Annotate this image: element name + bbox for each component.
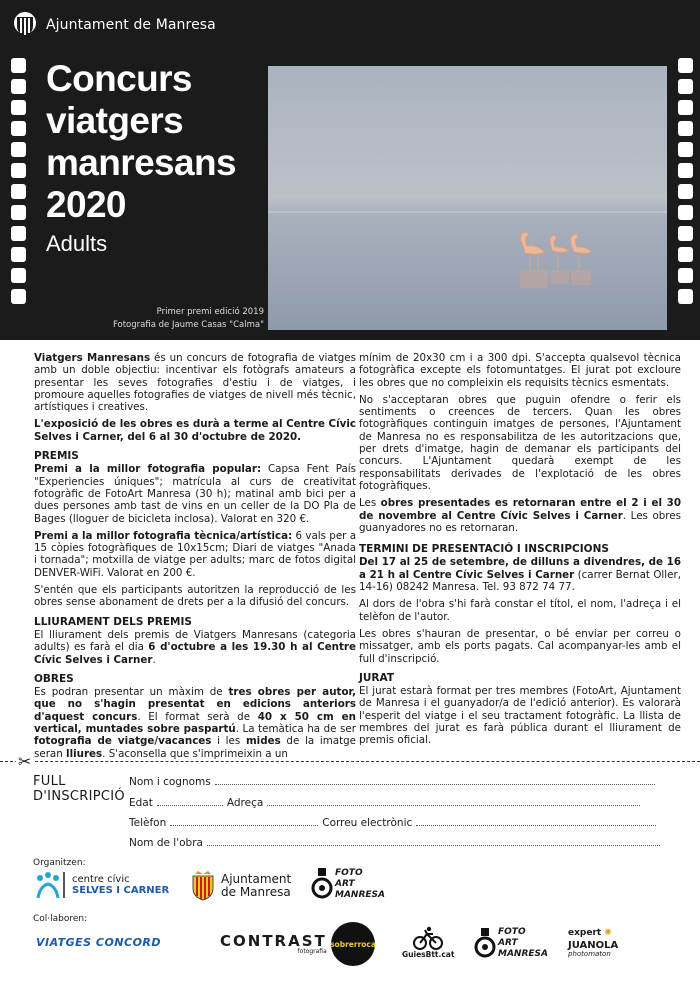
caption-line: Primer premi edició 2019	[156, 307, 264, 317]
text-fragment: (carrer Bernat Oller, 14-16) 08242 Manresa. Tel. 93 872 74 77.	[359, 568, 681, 594]
text-fragment: Del 17 al 25 de setembre, de dilluns a divendres, de 16 a 21 h al Centre Cívic Selves i Carner	[359, 556, 681, 581]
name-field[interactable]	[215, 775, 655, 785]
title-line: viatgers	[46, 100, 184, 141]
film-perforation	[11, 142, 26, 157]
logo-fotoart-2	[474, 926, 548, 960]
organizers-label: Organitzen:	[33, 858, 86, 868]
film-perforation	[678, 100, 693, 115]
film-perforation	[11, 121, 26, 136]
section-heading-premis: PREMIS	[34, 450, 79, 463]
film-perforation	[678, 289, 693, 304]
film-perforation	[678, 121, 693, 136]
intro-bold: Viatgers Manresans	[34, 352, 151, 364]
film-perforation	[678, 247, 693, 262]
film-perforations-right	[678, 58, 693, 304]
age-address-row	[129, 796, 644, 809]
age-field-label: Edat	[129, 797, 153, 809]
logo-text: sobrerroca	[330, 939, 376, 949]
section-heading-lliurament: LLIURAMENT DELS PREMIS	[34, 615, 192, 628]
film-perforation	[678, 142, 693, 157]
caption-line: Fotografia de Jaume Casas "Calma"	[112, 320, 264, 330]
cut-line	[0, 761, 700, 762]
envio-paragraph: Les obres s'hauran de presentar, o bé enviar per correu o missatger, amb els ports pagats. Cal acompanyar-les amb el full d'inscripció.	[359, 627, 681, 665]
film-perforation	[678, 58, 693, 73]
coat-of-arms-icon	[12, 10, 38, 40]
rights-paragraph: S'entén que els participants autoritzen la reproducció de les obres sense abonament de drets per a la difusió del concurs.	[34, 584, 356, 609]
address-field-label: Adreça	[226, 797, 264, 809]
obres-paragraph	[34, 686, 356, 760]
logo-text: expert	[568, 928, 602, 938]
left-column	[34, 352, 356, 765]
logo-fotoart	[311, 866, 385, 902]
text-fragment: de la imatge seran	[34, 735, 356, 760]
text-fragment: . El format serà de	[137, 710, 258, 723]
logo-juanola	[568, 928, 618, 958]
logo-text: MANRESA	[335, 889, 385, 900]
intro-paragraph	[34, 352, 356, 413]
name-field-row	[129, 775, 659, 788]
logo-contrast	[220, 932, 327, 955]
brand	[12, 9, 216, 41]
logo-text: CONTRAST	[220, 932, 327, 950]
film-perforation	[11, 79, 26, 94]
exhibition-paragraph	[34, 418, 356, 443]
logo-text: GuiesBtt.cat	[402, 950, 455, 959]
collaborators-label: Col·laboren:	[33, 914, 88, 924]
text-fragment: .	[152, 653, 156, 666]
film-perforation	[678, 205, 693, 220]
text-fragment: tres obres per autor, que no s'hagin presentat en edicions anteriors d'aquest concurs	[34, 686, 356, 723]
flamingos-photo	[268, 66, 667, 330]
camera-icon	[474, 926, 496, 960]
logo-sobrerroca	[331, 922, 375, 966]
page-title	[46, 58, 236, 226]
obres-continued: mínim de 20x30 cm i a 300 dpi. S'accepta qualsevol tècnica fotogràfica excepte els fotomuntatges. El jurat pot excloure les obres que no compleixin els requisits tècnics esmentats.	[359, 352, 681, 389]
right-column	[359, 352, 681, 752]
film-perforation	[11, 163, 26, 178]
category-subtitle: Adults	[46, 231, 108, 256]
section-heading-termini: TERMINI DE PRESENTACIÓ I INSCRIPCIONS	[359, 543, 609, 556]
film-perforation	[11, 58, 26, 73]
people-icon	[34, 870, 68, 900]
name-field-label: Nom i cognoms	[129, 776, 211, 788]
camera-icon	[311, 866, 333, 902]
work-title-row	[129, 836, 664, 849]
title-line: manresans	[46, 142, 236, 183]
logo-centre-civic	[34, 870, 169, 900]
bicycle-icon	[413, 926, 443, 950]
premi2-text: 6 vals per a 15 còpies fotogràfiques de 10x15cm; Diari de viatges "Anada i tornada"; motxilla de viatge per adults; marc de fotos digital DENVER-WiFi. Valorat en 200 €.	[34, 529, 356, 579]
email-field[interactable]	[416, 816, 656, 826]
star-icon: ✺	[604, 928, 612, 938]
header-banner	[0, 0, 700, 340]
logo-text: MANRESA	[498, 948, 548, 959]
text-fragment: El lliurament dels premis de Viatgers Manresans (categoria adults) es farà el dia	[34, 628, 356, 654]
logo-text: ART	[498, 937, 518, 948]
premi-popular	[34, 463, 356, 524]
text-fragment: i les	[211, 735, 246, 748]
premi2-title: Premi a la millor fotografia tècnica/artística:	[34, 529, 293, 542]
jurat-paragraph: El jurat estarà format per tres membres (FotoArt, Ajuntament de Manresa i el guanyador/a de l'edició anterior). Es valorarà l'esperit del viatge i el seu tractament fotogràfic. La llista de membres del jurat es farà pública durant el lliurament de premis oficial.	[359, 685, 681, 747]
text-fragment: 6 d'octubre a les 19.30 h al Centre Cívic Selves i Carner	[34, 641, 356, 666]
premi1-title: Premi a la millor fotografia popular:	[34, 463, 262, 476]
logo-text: photomaton	[568, 950, 611, 958]
form-title	[33, 774, 125, 804]
logo-text: centre cívic	[72, 874, 130, 885]
email-field-label: Correu electrònic	[322, 817, 413, 829]
title-line: 2020	[46, 184, 126, 225]
text-fragment: 40 x 50 cm en vertical, muntades sobre paspartú	[34, 710, 356, 736]
logo-text: FOTO	[498, 926, 526, 937]
phone-field[interactable]	[170, 816, 318, 826]
phone-field-label: Telèfon	[129, 817, 167, 829]
scissors-icon: ✂	[18, 752, 32, 771]
film-perforation	[11, 226, 26, 241]
film-perforations-left	[11, 58, 26, 304]
termini-paragraph	[359, 556, 681, 593]
return-paragraph	[359, 497, 681, 534]
logo-text: Ajuntament	[221, 872, 292, 886]
logo-text: fotografia	[297, 948, 327, 955]
intro-text: és un concurs de fotografia de viatges amb un doble objectiu: incentivar els fotògrafs amateurs a presentar les seves fotografies d'estiu i de viatges, i promoure aquelles fotografies de viatges de nivell més tècnic, artístiques i creatives.	[34, 352, 356, 414]
text-fragment: Es podran presentar un màxim de	[34, 686, 229, 699]
text-fragment: obres presentades es retornaran entre el 2 i el 30 de novembre al Centre Cívic Selves i Carner	[359, 497, 681, 522]
work-title-field[interactable]	[207, 836, 660, 846]
logo-ajuntament	[191, 870, 291, 902]
logo-text: JUANOLA	[568, 940, 619, 951]
form-title-line: FULL	[33, 774, 66, 789]
lliurament-paragraph	[34, 629, 356, 666]
logo-text: SELVES I CARNER	[72, 885, 170, 896]
section-heading-jurat: JURAT	[359, 671, 394, 684]
film-perforation	[11, 205, 26, 220]
text-fragment: . S'aconsella que s'imprimeixin a un	[102, 747, 288, 760]
film-perforation	[11, 100, 26, 115]
obres-restrictions: No s'acceptaran obres que puguin ofendre o ferir els sentiments o creences de tercers. Quan les obres fotogràfiques continguin imatges de persones, l'Ajuntament de Manresa no es responsabilitza de les autoritzacions que, per drets d'imatge, hagin de demanar els participants del concurs. L'Ajuntament quedarà exempt de les responsabilitats derivades de l'explotació de les obres fotogràfiques.	[359, 393, 681, 492]
premi1-text: Capsa Fent País "Experiencies úniques"; matrícula al curs de creativitat fotogràfic de FotoArt Manresa (30 h); matinal amb bici per a dues persones amb tast de vins en un celler de la DO Pla de Bages (lloguer de bicicleta inclosa). Valorat en 320 €.	[34, 463, 356, 525]
film-perforation	[678, 184, 693, 199]
brand-name: Ajuntament de Manresa	[46, 17, 216, 33]
work-title-label: Nom de l'obra	[129, 837, 203, 849]
logo-text: ART	[335, 878, 355, 889]
dors-paragraph: Al dors de l'obra s'hi farà constar el títol, el nom, l'adreça i el telèfon de l'autor.	[359, 598, 681, 623]
film-perforation	[678, 226, 693, 241]
film-perforation	[678, 163, 693, 178]
film-perforation	[11, 184, 26, 199]
coat-of-arms-icon	[191, 870, 215, 902]
film-perforation	[678, 268, 693, 283]
title-line: Concurs	[46, 58, 192, 99]
photo-caption	[113, 306, 264, 332]
address-field[interactable]	[267, 796, 640, 806]
text-fragment: . Les obres guanyadores no es retornaran.	[359, 509, 682, 534]
text-fragment: lliures	[66, 747, 103, 760]
form-title-line: D'INSCRIPCIÓ	[33, 789, 125, 804]
exhibition-text: L'exposició de les obres es durà a terme al Centre Cívic Selves i Carner, del 6 al 30 d'octubre de 2020.	[34, 418, 356, 443]
film-perforation	[11, 247, 26, 262]
section-heading-obres: OBRES	[34, 672, 74, 685]
logo-text: de Manresa	[221, 885, 291, 899]
logo-viatges-concord: VIATGES CONCORD	[36, 936, 162, 949]
film-perforation	[678, 79, 693, 94]
text-fragment: Les	[359, 497, 381, 510]
logo-text: FOTO	[335, 867, 363, 878]
text-fragment: mides	[245, 735, 281, 748]
logo-guiesbtt	[402, 926, 454, 959]
phone-email-row	[129, 816, 660, 829]
film-perforation	[11, 268, 26, 283]
film-perforation	[11, 289, 26, 304]
age-field[interactable]	[157, 796, 223, 806]
text-fragment: . La temàtica ha de ser	[235, 723, 356, 736]
featured-photo	[268, 66, 667, 330]
premi-tecnica	[34, 530, 356, 579]
text-fragment: fotografia de viatge/vacances	[34, 735, 212, 748]
